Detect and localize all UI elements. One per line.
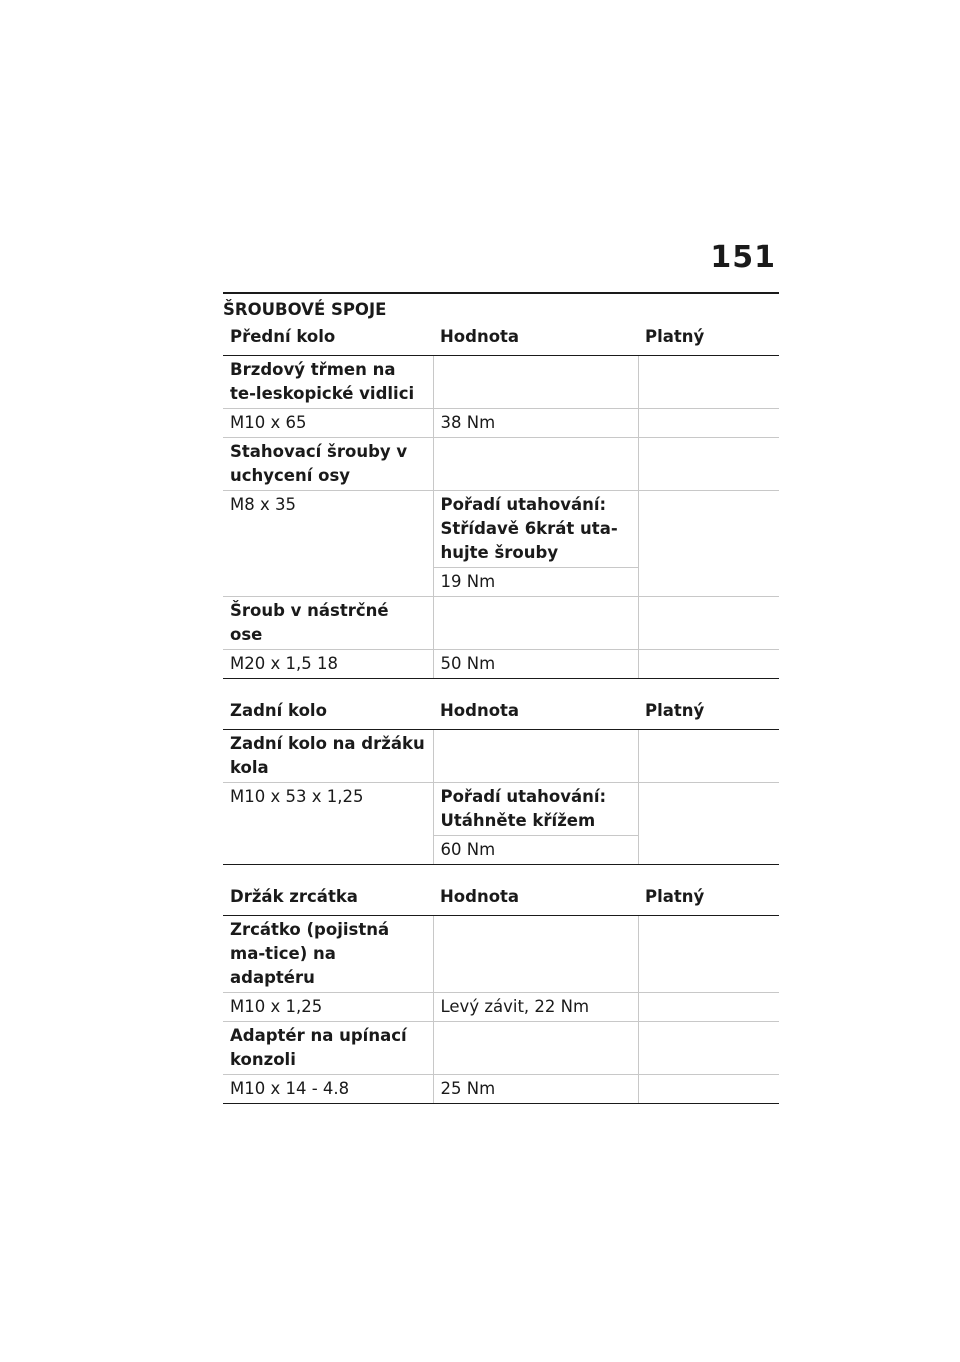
header-value: Hodnota <box>433 881 638 916</box>
header-component: Zadní kolo <box>223 695 433 730</box>
section-title: ŠROUBOVÉ SPOJE <box>223 300 387 319</box>
valid-cell <box>638 1075 779 1104</box>
component-cell: Šroub v nástrčné ose <box>223 597 433 650</box>
valid-cell <box>638 730 779 783</box>
value-cell <box>433 730 638 783</box>
component-cell: M10 x 65 <box>223 409 433 438</box>
component-cell: M10 x 1,25 <box>223 993 433 1022</box>
valid-cell <box>638 409 779 438</box>
table-row <box>223 993 779 1022</box>
table-row <box>223 356 779 409</box>
header-valid: Platný <box>638 321 779 356</box>
page-number: 151 <box>710 240 776 275</box>
value-cell: Pořadí utahování: Utáhněte křížem <box>433 783 638 836</box>
header-component: Přední kolo <box>223 321 433 356</box>
value-cell <box>433 356 638 409</box>
section-rule <box>223 292 779 294</box>
value-cell: 19 Nm <box>433 568 638 597</box>
value-cell <box>433 916 638 993</box>
table-header-row <box>223 695 779 730</box>
value-cell: 60 Nm <box>433 836 638 865</box>
value-cell: 25 Nm <box>433 1075 638 1104</box>
value-cell <box>433 1022 638 1075</box>
table-row <box>223 597 779 650</box>
valid-cell <box>638 650 779 679</box>
value-cell: Pořadí utahování: Střídavě 6krát uta-hujte šrouby <box>433 491 638 568</box>
table-row <box>223 650 779 679</box>
valid-cell <box>638 783 779 865</box>
header-component: Držák zrcátka <box>223 881 433 916</box>
value-cell: 38 Nm <box>433 409 638 438</box>
component-cell: Zadní kolo na držáku kola <box>223 730 433 783</box>
value-cell <box>433 438 638 491</box>
value-cell: Levý závit, 22 Nm <box>433 993 638 1022</box>
table-header-row <box>223 321 779 356</box>
header-valid: Platný <box>638 695 779 730</box>
mirror-holder-table <box>223 881 779 1104</box>
component-cell: M10 x 14 - 4.8 <box>223 1075 433 1104</box>
header-value: Hodnota <box>433 695 638 730</box>
table-row <box>223 1022 779 1075</box>
valid-cell <box>638 356 779 409</box>
component-cell: Adaptér na upínací konzoli <box>223 1022 433 1075</box>
component-cell: Stahovací šrouby v uchycení osy <box>223 438 433 491</box>
valid-cell <box>638 916 779 993</box>
component-cell: M8 x 35 <box>223 491 433 597</box>
valid-cell <box>638 1022 779 1075</box>
value-cell <box>433 597 638 650</box>
value-cell: 50 Nm <box>433 650 638 679</box>
header-value: Hodnota <box>433 321 638 356</box>
table-row <box>223 730 779 783</box>
torque-section <box>223 292 779 1104</box>
table-header-row <box>223 881 779 916</box>
valid-cell <box>638 993 779 1022</box>
table-row <box>223 1075 779 1104</box>
table-row <box>223 409 779 438</box>
table-row <box>223 916 779 993</box>
header-valid: Platný <box>638 881 779 916</box>
front-wheel-table <box>223 321 779 679</box>
valid-cell <box>638 438 779 491</box>
table-row <box>223 491 779 568</box>
valid-cell <box>638 597 779 650</box>
valid-cell <box>638 491 779 597</box>
table-row <box>223 783 779 836</box>
component-cell: M20 x 1,5 18 <box>223 650 433 679</box>
component-cell: Brzdový třmen na te-leskopické vidlici <box>223 356 433 409</box>
component-cell: Zrcátko (pojistná ma-tice) na adaptéru <box>223 916 433 993</box>
rear-wheel-table <box>223 695 779 865</box>
component-cell: M10 x 53 x 1,25 <box>223 783 433 865</box>
table-row <box>223 438 779 491</box>
